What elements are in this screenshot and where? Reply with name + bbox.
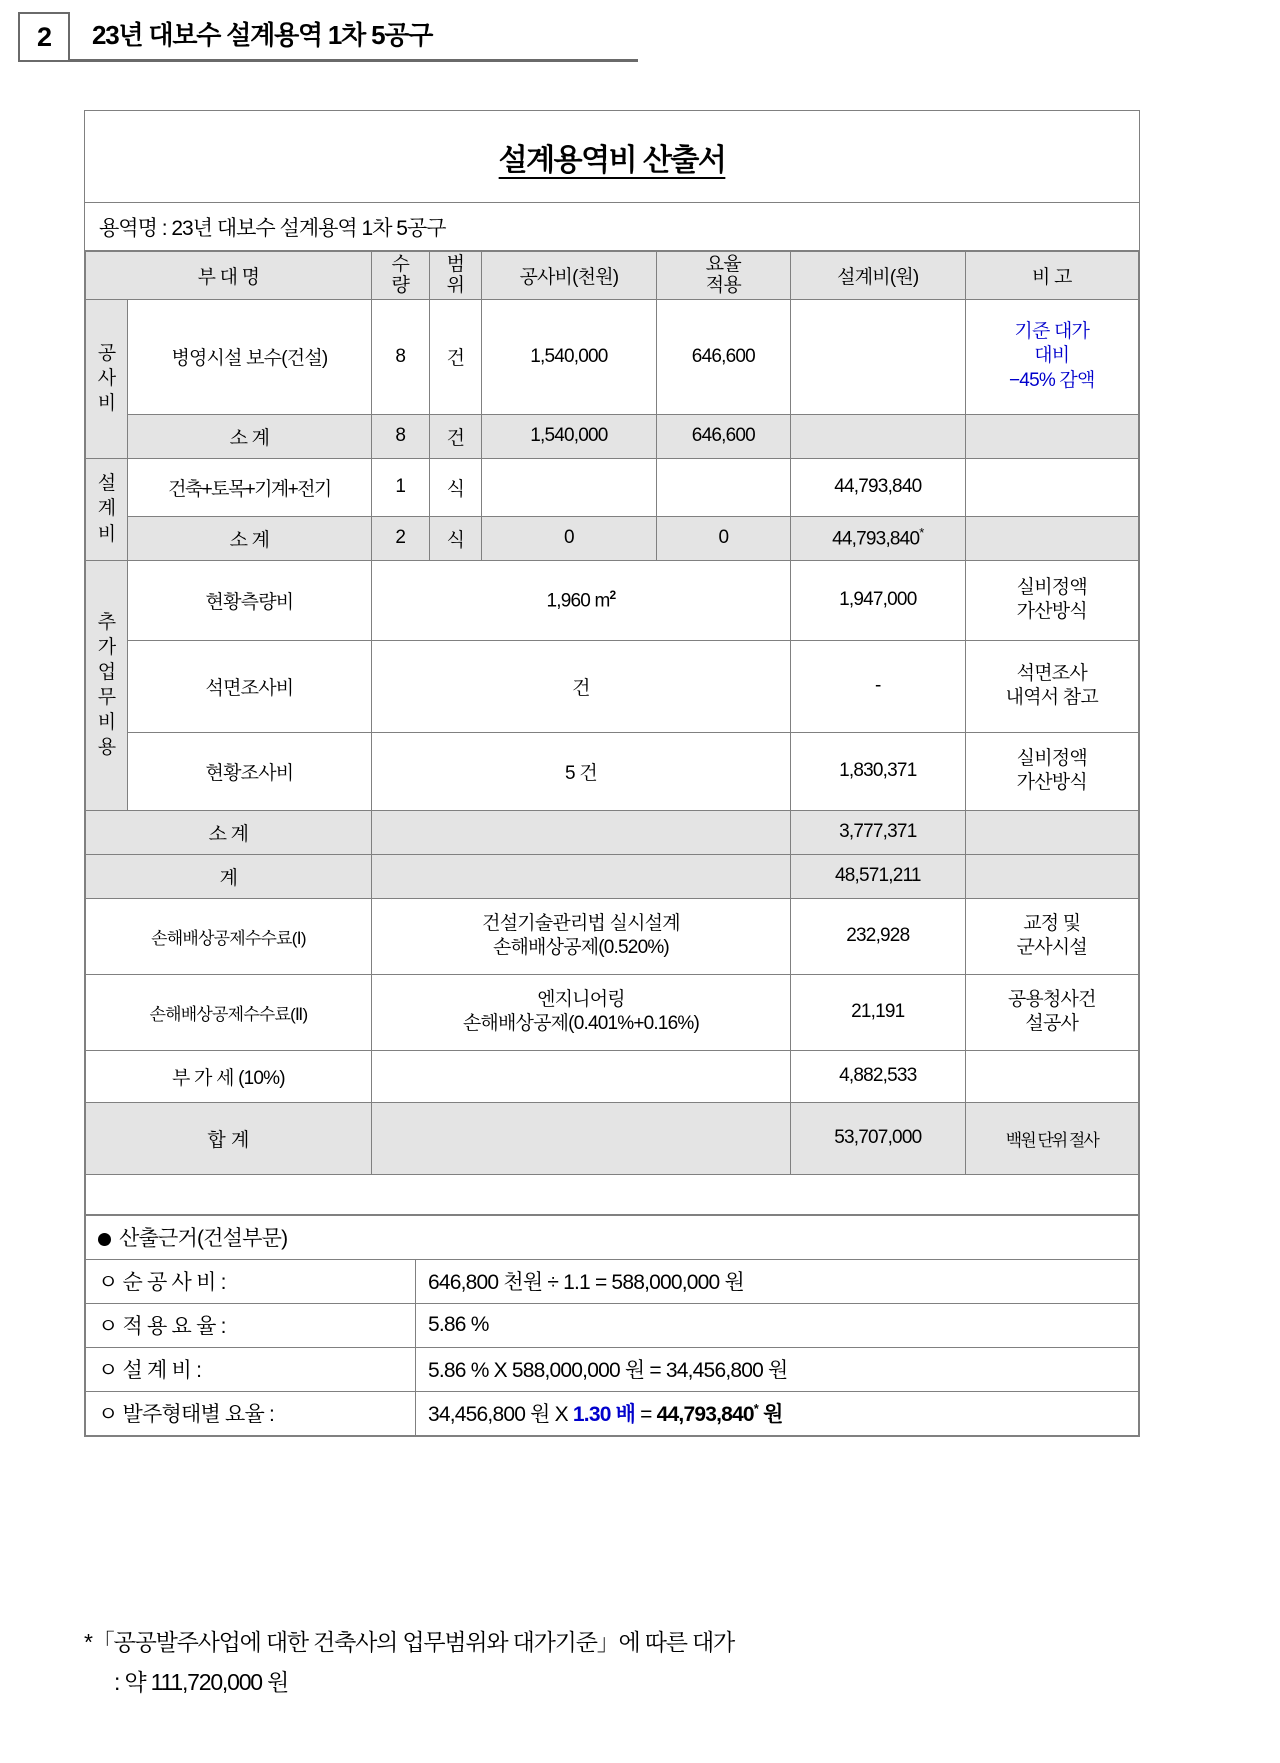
table-row-grand-total — [86, 1102, 1139, 1174]
col-header-scope — [429, 252, 482, 300]
row-designcost-vat: 4,882,533 — [791, 1050, 965, 1102]
calc-label-applied-rate: ㅇ 적 용 요 율 : — [86, 1303, 416, 1347]
col-header-remark: 비 고 — [965, 252, 1138, 300]
extra-3-measure-unit: 건 — [579, 762, 597, 784]
calc-highlight-multiplier: 1.30 배 — [572, 1403, 636, 1427]
row-label-total: 계 — [86, 854, 372, 898]
insurance-2-desc-line2: 손해배상공제(0.401%+0.16%) — [462, 1013, 700, 1035]
extra-1-measure-unit: m — [594, 590, 610, 612]
estimate-document — [84, 110, 1140, 1437]
table-row-subtotal — [86, 414, 1139, 458]
insurance-1-desc-line1: 건설기술관리법 실시설계 — [482, 913, 680, 935]
table-row-subtotal — [86, 516, 1139, 560]
row-constcost-construction-item: 1,540,000 — [482, 299, 656, 414]
calc-label-design-cost: ㅇ 설 계 비 : — [86, 1347, 416, 1391]
row-label-grand-total: 합 계 — [86, 1102, 372, 1174]
row-rate-construction-subtotal: 646,600 — [656, 414, 791, 458]
insurance-1-desc-line2: 손해배상공제(0.520%) — [492, 937, 669, 959]
table-row — [86, 974, 1139, 1050]
remark-line2: 내역서 참고 — [1005, 687, 1098, 709]
calculation-basis-table — [85, 1215, 1139, 1436]
row-remark-vat — [965, 1050, 1138, 1102]
row-label-design-subtotal: 소 계 — [128, 516, 372, 560]
row-designcost-extra-3: 1,830,371 — [791, 732, 965, 810]
row-qty-design-item: 1 — [371, 458, 429, 516]
remark-line2: 군사시설 — [1016, 937, 1087, 959]
remark-line3: −45% 감액 — [1009, 369, 1095, 391]
row-constcost-construction-subtotal: 1,540,000 — [482, 414, 656, 458]
page-heading-text: 23년 대보수 설계용역 1차 5공구 — [92, 20, 433, 50]
col-header-rate-line2: 적용 — [705, 275, 741, 297]
col-header-construction-cost: 공사비(천원) — [482, 252, 656, 300]
table-header-row — [86, 252, 1139, 300]
table-row-vat — [86, 1050, 1139, 1102]
row-designcost-design-subtotal — [791, 516, 965, 560]
row-designcost-extra-2: - — [791, 640, 965, 732]
extra-1-measure-value: 1,960 — [546, 590, 591, 612]
calc-part1: 34,456,800 원 X — [428, 1403, 573, 1427]
row-remark-construction-item — [965, 299, 1138, 414]
col-header-rate-line1: 요율 — [705, 254, 741, 275]
table-row — [86, 560, 1139, 640]
row-scope-construction-subtotal: 건 — [429, 414, 482, 458]
row-rate-construction-item: 646,600 — [656, 299, 791, 414]
row-rate-design-item — [656, 458, 791, 516]
remark-line1: 실비정액 — [1016, 748, 1087, 770]
row-designcost-construction-subtotal — [791, 414, 965, 458]
row-label-construction-subtotal: 소 계 — [128, 414, 372, 458]
row-qty-construction-subtotal: 8 — [371, 414, 429, 458]
col-header-design-cost: 설계비(원) — [791, 252, 965, 300]
calc-heading-row — [86, 1215, 1139, 1259]
row-remark-extra-3 — [965, 732, 1138, 810]
footnote-line-1: *「공공발주사업에 대한 건축사의 업무범위와 대가기준」에 따른 대가 — [84, 1629, 734, 1655]
document-title: 설계용역비 산출서 — [498, 143, 726, 177]
row-remark-insurance-1 — [965, 898, 1138, 974]
design-subtotal-value: 44,793,840 — [832, 528, 920, 550]
row-remark-total — [965, 854, 1138, 898]
calc-part2: = — [635, 1403, 657, 1427]
row-label-vat: 부 가 세 (10%) — [86, 1050, 372, 1102]
calc-row — [86, 1303, 1139, 1347]
remark-line2: 가산방식 — [1016, 772, 1087, 794]
group-label-extra: 추 가 업 무 비 용 — [86, 560, 128, 810]
bullet-icon — [98, 1233, 111, 1246]
row-scope-design-subtotal: 식 — [429, 516, 482, 560]
row-name-extra-2: 석면조사비 — [128, 640, 372, 732]
table-row — [86, 640, 1139, 732]
remark-line1: 기준 대가 — [1014, 320, 1090, 342]
row-remark-insurance-2 — [965, 974, 1138, 1050]
row-scope-design-item: 식 — [429, 458, 482, 516]
row-designcost-extra-1: 1,947,000 — [791, 560, 965, 640]
extra-3-measure-value: 5 — [565, 762, 575, 784]
calc-row — [86, 1347, 1139, 1391]
remark-line2: 가산방식 — [1016, 601, 1087, 623]
row-desc-insurance-1 — [371, 898, 790, 974]
table-row — [86, 732, 1139, 810]
page-heading-underline — [70, 12, 638, 62]
calc-label-net-construction-cost: ㅇ 순 공 사 비 : — [86, 1259, 416, 1303]
calc-value-order-type-rate — [416, 1391, 1139, 1435]
row-remark-extra-1 — [965, 560, 1138, 640]
row-remark-grand-total: 백원 단위 절사 — [965, 1102, 1138, 1174]
row-scope-construction-item: 건 — [429, 299, 482, 414]
row-measure-extra-2 — [371, 640, 790, 732]
group-label-construction: 공 사 비 — [86, 299, 128, 458]
col-header-quantity-line1: 수 — [391, 254, 409, 275]
calc-result-asterisk: * — [753, 1401, 759, 1417]
row-remark-extra-2 — [965, 640, 1138, 732]
row-remark-design-item — [965, 458, 1138, 516]
table-spacer-row — [86, 1174, 1139, 1214]
row-measure-total — [371, 854, 790, 898]
footnote-line-2: : 약 111,720,000 원 — [114, 1669, 289, 1696]
calc-heading-cell — [86, 1215, 1139, 1259]
col-header-quantity-line2: 량 — [391, 275, 409, 297]
row-designcost-total: 48,571,211 — [791, 854, 965, 898]
table-row — [86, 458, 1139, 516]
insurance-2-desc-line1: 엔지니어링 — [537, 989, 625, 1011]
row-qty-design-subtotal: 2 — [371, 516, 429, 560]
row-name-extra-1: 현황측량비 — [128, 560, 372, 640]
calc-value-applied-rate: 5.86 % — [416, 1303, 1139, 1347]
extra-2-measure-unit: 건 — [572, 677, 590, 699]
table-row — [86, 898, 1139, 974]
row-designcost-construction-item — [791, 299, 965, 414]
remark-line1: 교정 및 — [1023, 913, 1081, 935]
row-label-extra-subtotal: 소 계 — [86, 810, 372, 854]
extra-1-measure-unit-sup: 2 — [609, 587, 616, 602]
row-measure-extra-subtotal — [371, 810, 790, 854]
calc-heading-text: 산출근거(건설부문) — [119, 1227, 288, 1251]
row-qty-construction-item: 8 — [371, 299, 429, 414]
calc-value-net-construction-cost: 646,800 천원 ÷ 1.1 = 588,000,000 원 — [416, 1259, 1139, 1303]
row-constcost-design-item — [482, 458, 656, 516]
row-measure-extra-3 — [371, 732, 790, 810]
page-number-box: 2 — [18, 12, 70, 62]
row-name-extra-3: 현황조사비 — [128, 732, 372, 810]
col-header-scope-line2: 위 — [446, 275, 465, 297]
table-row-subtotal — [86, 810, 1139, 854]
row-name-insurance-1: 손해배상공제수수료(Ⅰ) — [86, 898, 372, 974]
row-designcost-grand-total: 53,707,000 — [791, 1102, 965, 1174]
remark-line1: 공용청사건 — [1007, 989, 1096, 1011]
document-title-row — [85, 111, 1139, 203]
row-remark-extra-subtotal — [965, 810, 1138, 854]
calc-label-order-type-rate: ㅇ 발주형태별 요율 : — [86, 1391, 416, 1435]
row-constcost-design-subtotal: 0 — [482, 516, 656, 560]
remark-line1: 실비정액 — [1016, 577, 1087, 599]
row-name-insurance-2: 손해배상공제수수료(Ⅱ) — [86, 974, 372, 1050]
remark-line2: 대비 — [1034, 345, 1070, 367]
spacer-cell — [86, 1174, 1139, 1214]
cost-breakdown-table — [85, 251, 1139, 1215]
row-designcost-design-item: 44,793,840 — [791, 458, 965, 516]
project-name-row: 용역명 : 23년 대보수 설계용역 1차 5공구 — [85, 203, 1139, 251]
row-rate-design-subtotal: 0 — [656, 516, 791, 560]
row-remark-construction-subtotal — [965, 414, 1138, 458]
remark-line2: 설공사 — [1025, 1013, 1079, 1035]
row-desc-vat — [371, 1050, 790, 1102]
calc-row — [86, 1391, 1139, 1435]
col-header-scope-line1: 범 — [446, 254, 465, 275]
col-header-rate — [656, 252, 791, 300]
table-row — [86, 299, 1139, 414]
remark-line1: 석면조사 — [1016, 663, 1087, 685]
calc-value-design-cost: 5.86 % X 588,000,000 원 = 34,456,800 원 — [416, 1347, 1139, 1391]
page-header — [18, 12, 638, 62]
row-desc-insurance-2 — [371, 974, 790, 1050]
calc-result: 44,793,840 — [656, 1403, 754, 1427]
col-header-quantity — [371, 252, 429, 300]
footnote — [84, 1622, 1184, 1703]
row-desc-grand-total — [371, 1102, 790, 1174]
group-label-design: 설 계 비 — [86, 458, 128, 560]
row-remark-design-subtotal — [965, 516, 1138, 560]
row-measure-extra-1 — [371, 560, 790, 640]
table-row-total — [86, 854, 1139, 898]
row-designcost-insurance-1: 232,928 — [791, 898, 965, 974]
row-name-design-item: 건축+토목+기계+전기 — [128, 458, 372, 516]
design-subtotal-asterisk: * — [919, 525, 924, 541]
row-designcost-extra-subtotal: 3,777,371 — [791, 810, 965, 854]
calc-row — [86, 1259, 1139, 1303]
row-name-construction-item: 병영시설 보수(건설) — [128, 299, 372, 414]
col-header-name: 부 대 명 — [86, 252, 372, 300]
row-designcost-insurance-2: 21,191 — [791, 974, 965, 1050]
calc-part3: 원 — [758, 1403, 783, 1427]
